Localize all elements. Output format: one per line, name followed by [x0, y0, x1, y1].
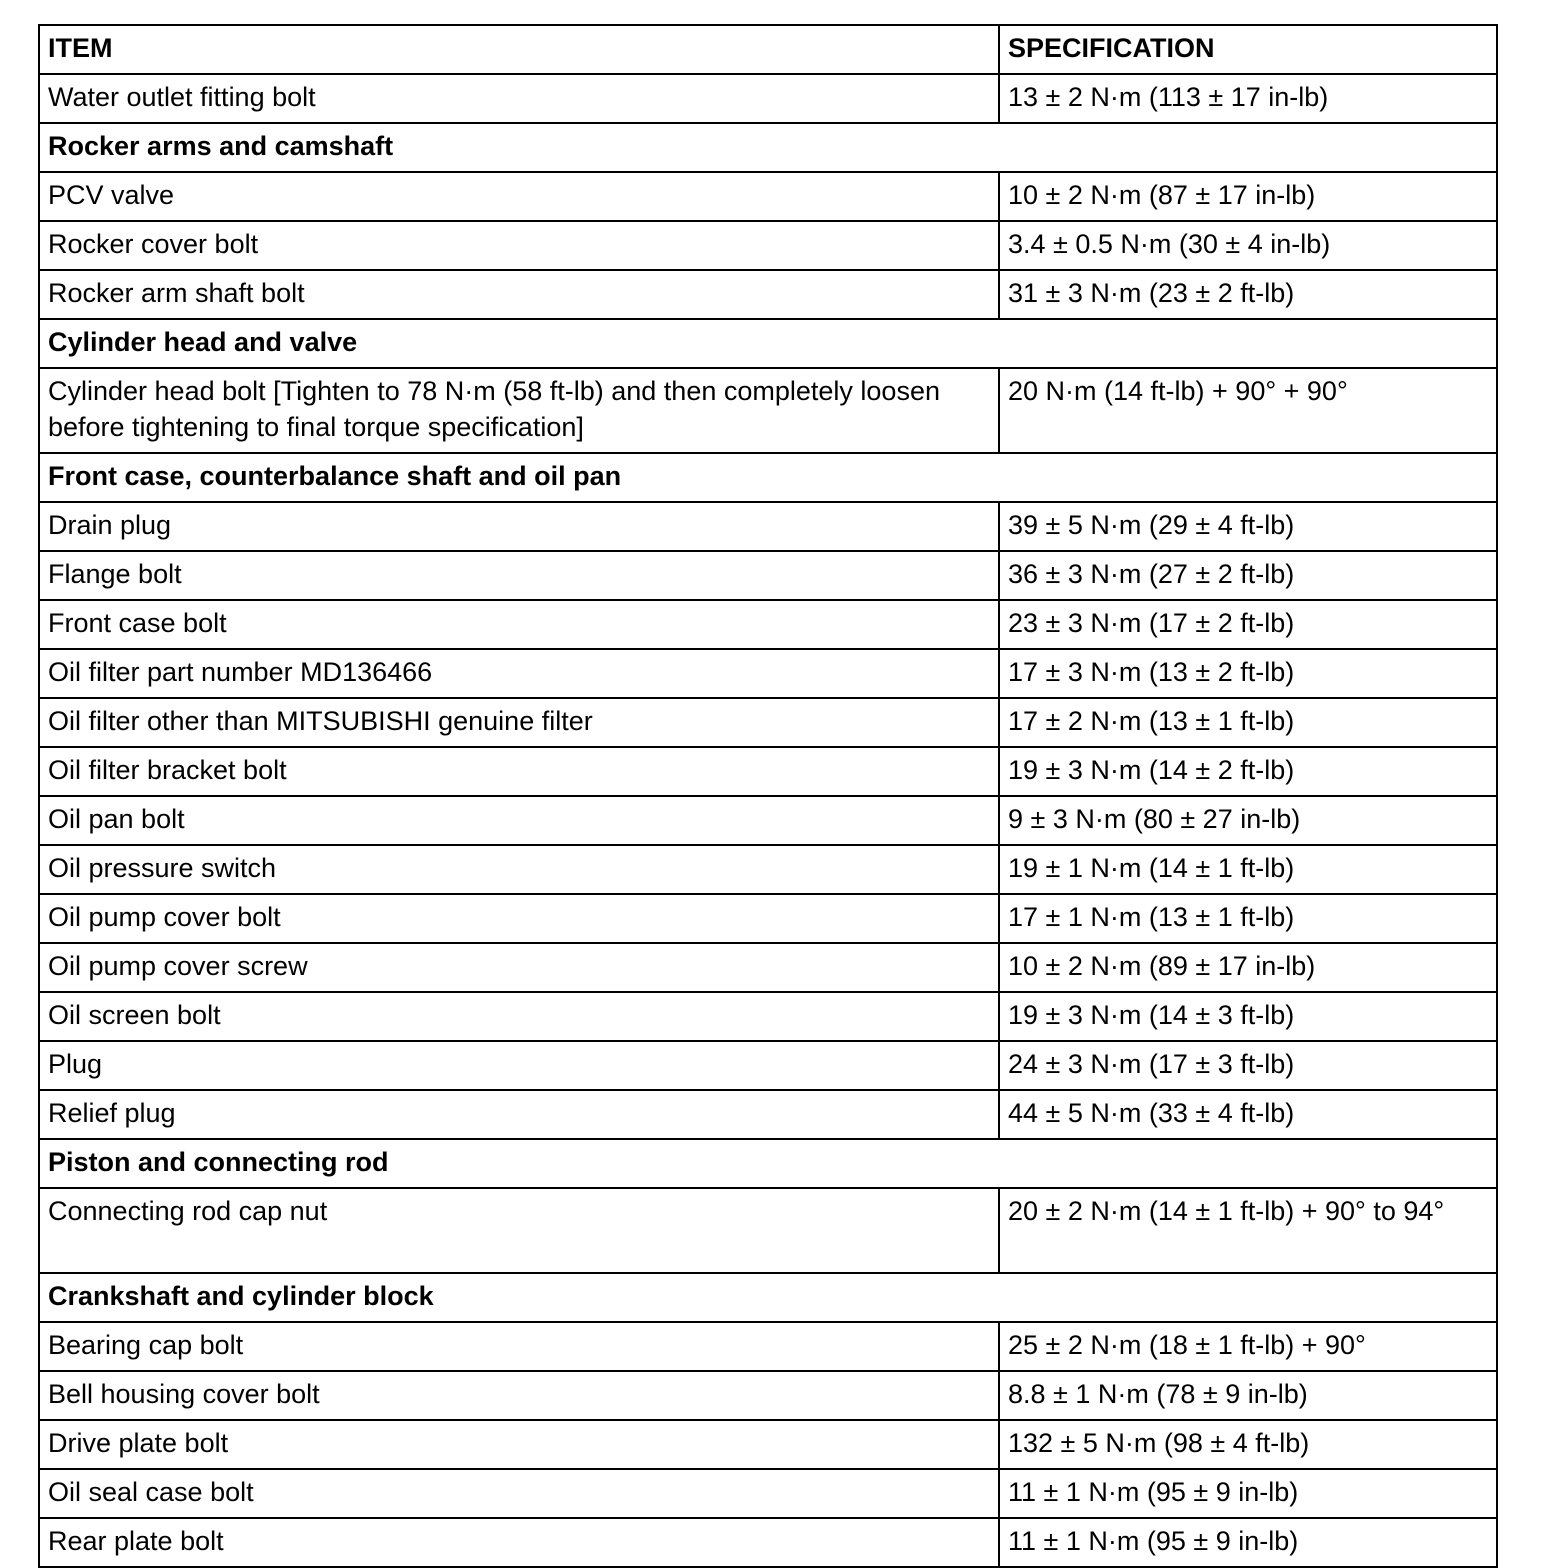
table-row — [39, 221, 1497, 270]
spec-cell: 9 ± 3 N·m (80 ± 27 in-lb) — [999, 796, 1497, 845]
item-cell: Drive plate bolt — [39, 1420, 999, 1469]
spec-cell: 24 ± 3 N·m (17 ± 3 ft-lb) — [999, 1041, 1497, 1090]
item-cell: Bell housing cover bolt — [39, 1371, 999, 1420]
spec-cell: 17 ± 2 N·m (13 ± 1 ft-lb) — [999, 698, 1497, 747]
item-cell: Water outlet fitting bolt — [39, 74, 999, 123]
section-row — [39, 1273, 1497, 1322]
item-cell: Oil filter other than MITSUBISHI genuine filter — [39, 698, 999, 747]
item-cell: Cylinder head bolt [Tighten to 78 N·m (58 ft-lb) and then completely loosen before tightening to final torque specification] — [39, 368, 999, 453]
table-row — [39, 747, 1497, 796]
table-row — [39, 600, 1497, 649]
table-row — [39, 270, 1497, 319]
item-cell: Oil screen bolt — [39, 992, 999, 1041]
table-row — [39, 368, 1497, 453]
item-cell: Rear plate bolt — [39, 1518, 999, 1567]
spec-cell: 23 ± 3 N·m (17 ± 2 ft-lb) — [999, 600, 1497, 649]
spec-cell: 17 ± 3 N·m (13 ± 2 ft-lb) — [999, 649, 1497, 698]
item-cell: Rocker arm shaft bolt — [39, 270, 999, 319]
item-cell: Relief plug — [39, 1090, 999, 1139]
table-row — [39, 796, 1497, 845]
table-row — [39, 649, 1497, 698]
spec-cell: 20 ± 2 N·m (14 ± 1 ft-lb) + 90° to 94° — [999, 1188, 1497, 1273]
table-row — [39, 1420, 1497, 1469]
section-title: Piston and connecting rod — [39, 1139, 1497, 1188]
spec-cell: 19 ± 3 N·m (14 ± 3 ft-lb) — [999, 992, 1497, 1041]
item-cell: Connecting rod cap nut — [39, 1188, 999, 1273]
item-cell: Oil pan bolt — [39, 796, 999, 845]
table-row — [39, 992, 1497, 1041]
item-cell: Drain plug — [39, 502, 999, 551]
table-row — [39, 1090, 1497, 1139]
section-row — [39, 453, 1497, 502]
spec-cell: 31 ± 3 N·m (23 ± 2 ft-lb) — [999, 270, 1497, 319]
item-cell: Front case bolt — [39, 600, 999, 649]
section-row — [39, 1139, 1497, 1188]
spec-cell: 11 ± 1 N·m (95 ± 9 in-lb) — [999, 1518, 1497, 1567]
spec-cell: 25 ± 2 N·m (18 ± 1 ft-lb) + 90° — [999, 1322, 1497, 1371]
section-title: Front case, counterbalance shaft and oil pan — [39, 453, 1497, 502]
table-row — [39, 1188, 1497, 1273]
table-row — [39, 1371, 1497, 1420]
table-row — [39, 943, 1497, 992]
table-row — [39, 172, 1497, 221]
spec-cell: 8.8 ± 1 N·m (78 ± 9 in-lb) — [999, 1371, 1497, 1420]
section-title: Crankshaft and cylinder block — [39, 1273, 1497, 1322]
table-row — [39, 1041, 1497, 1090]
table-row — [39, 551, 1497, 600]
torque-spec-table — [38, 24, 1498, 1568]
spec-cell: 132 ± 5 N·m (98 ± 4 ft-lb) — [999, 1420, 1497, 1469]
table-row — [39, 1322, 1497, 1371]
column-header-specification: SPECIFICATION — [999, 25, 1497, 74]
item-cell: Oil pressure switch — [39, 845, 999, 894]
section-title: Rocker arms and camshaft — [39, 123, 1497, 172]
column-header-item: ITEM — [39, 25, 999, 74]
spec-cell: 36 ± 3 N·m (27 ± 2 ft-lb) — [999, 551, 1497, 600]
spec-cell: 44 ± 5 N·m (33 ± 4 ft-lb) — [999, 1090, 1497, 1139]
item-cell: Plug — [39, 1041, 999, 1090]
spec-cell: 19 ± 1 N·m (14 ± 1 ft-lb) — [999, 845, 1497, 894]
table-row — [39, 1469, 1497, 1518]
table-row — [39, 845, 1497, 894]
section-row — [39, 123, 1497, 172]
table-row — [39, 698, 1497, 747]
item-cell: Oil filter part number MD136466 — [39, 649, 999, 698]
table-row — [39, 502, 1497, 551]
spec-cell: 39 ± 5 N·m (29 ± 4 ft-lb) — [999, 502, 1497, 551]
item-cell: Flange bolt — [39, 551, 999, 600]
item-cell: PCV valve — [39, 172, 999, 221]
table-header-row — [39, 25, 1497, 74]
table-row — [39, 74, 1497, 123]
section-title: Cylinder head and valve — [39, 319, 1497, 368]
spec-cell: 11 ± 1 N·m (95 ± 9 in-lb) — [999, 1469, 1497, 1518]
item-cell: Oil filter bracket bolt — [39, 747, 999, 796]
section-row — [39, 319, 1497, 368]
spec-cell: 10 ± 2 N·m (89 ± 17 in-lb) — [999, 943, 1497, 992]
spec-cell: 10 ± 2 N·m (87 ± 17 in-lb) — [999, 172, 1497, 221]
spec-cell: 19 ± 3 N·m (14 ± 2 ft-lb) — [999, 747, 1497, 796]
item-cell: Oil pump cover screw — [39, 943, 999, 992]
table-row — [39, 1518, 1497, 1567]
spec-cell: 13 ± 2 N·m (113 ± 17 in-lb) — [999, 74, 1497, 123]
item-cell: Bearing cap bolt — [39, 1322, 999, 1371]
spec-cell: 20 N·m (14 ft-lb) + 90° + 90° — [999, 368, 1497, 453]
table-row — [39, 894, 1497, 943]
item-cell: Rocker cover bolt — [39, 221, 999, 270]
item-cell: Oil pump cover bolt — [39, 894, 999, 943]
spec-cell: 3.4 ± 0.5 N·m (30 ± 4 in-lb) — [999, 221, 1497, 270]
item-cell: Oil seal case bolt — [39, 1469, 999, 1518]
spec-cell: 17 ± 1 N·m (13 ± 1 ft-lb) — [999, 894, 1497, 943]
